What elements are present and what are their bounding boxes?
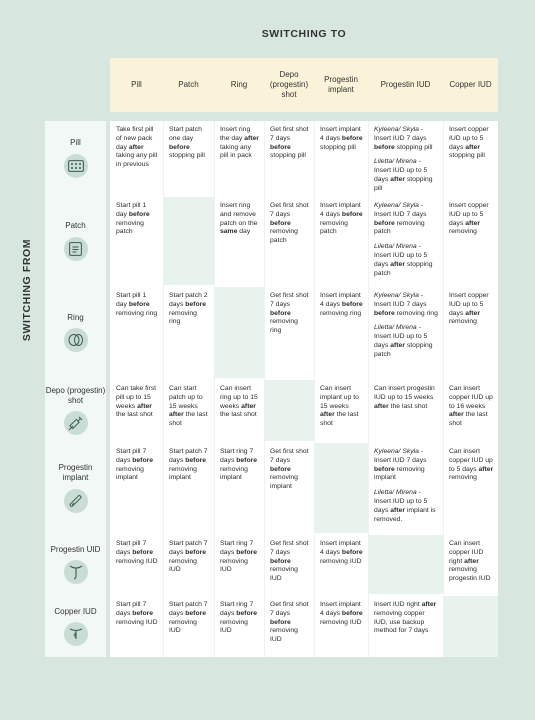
row-header-label: Progestin implant xyxy=(58,463,93,482)
row-header-label: Patch xyxy=(65,221,86,231)
column-divider xyxy=(214,121,215,657)
instruction-cell: Get first shot 7 days before stopping pill xyxy=(270,126,309,160)
ring-icon xyxy=(64,328,88,352)
instruction-cell: Insert implant 4 days before removing patch xyxy=(320,202,363,236)
column-header-progestin-implant: Progestin implant xyxy=(324,75,358,94)
row-header-label: Pill xyxy=(70,138,81,148)
syringe-icon xyxy=(64,411,88,435)
instruction-cell: Insert implant 4 days before removing IUD xyxy=(320,540,363,565)
row-header-label: Copper IUD xyxy=(54,606,97,616)
blank-cell xyxy=(214,287,264,378)
instruction-cell: Kyleena/ Skyla - Insert IUD 7 days before stopping pill Liletta/ Mirena - Insert IUD up to 5 days after stopping pill xyxy=(374,126,433,192)
column-header-ring: Ring xyxy=(230,80,248,89)
instruction-cell: Start pill 1 day before removing ring xyxy=(116,292,158,317)
instruction-cell: Can insert copper IUD right after removing progestin IUD xyxy=(449,540,491,583)
column-header-progestin-iud: Progestin IUD xyxy=(380,80,431,89)
instruction-cell: Start patch 2 days before removing ring xyxy=(169,292,208,326)
instruction-cell: Insert ring the day after taking any pill in pack xyxy=(220,126,259,160)
row-header-patch xyxy=(45,197,106,285)
row-header-label: Ring xyxy=(67,312,84,322)
row-header-depo-progestin-shot xyxy=(45,380,106,441)
switching-to-title: SWITCHING TO xyxy=(261,28,347,40)
instruction-cell: Can insert ring up to 15 weeks after the last shot xyxy=(220,385,258,419)
instruction-cell: Kyleena/ Skyla - Insert IUD 7 days before removing implant Liletta/ Mirena - Insert IUD up to 5 days after implant is removed. xyxy=(374,448,436,523)
column-header-patch: Patch xyxy=(178,80,199,89)
instruction-cell: Kyleena/ Skyla - Insert IUD 7 days before removing patch Liletta/ Mirena - Insert IUD up to 5 days after stopping patch xyxy=(374,202,433,277)
instruction-cell: Can insert copper IUD up to 16 weeks after the last shot xyxy=(449,385,493,428)
instruction-cell: Get first shot 7 days before removing patch xyxy=(270,202,309,245)
switching-grid xyxy=(110,121,498,657)
instruction-cell: Start patch 7 days before removing IUD xyxy=(169,540,208,574)
instruction-cell: Start pill 1 day before removing patch xyxy=(116,202,150,236)
implant-icon xyxy=(64,489,88,513)
instruction-cell: Insert ring and remove patch on the same day xyxy=(220,202,258,236)
instruction-cell: Insert IUD right after removing copper IUD, use backup method for 7 days xyxy=(374,601,437,635)
row-header-progestin-implant xyxy=(45,443,106,533)
row-header-label: Progestin UID xyxy=(50,544,101,554)
blank-cell xyxy=(443,596,498,657)
instruction-cell: Get first shot 7 days before removing implant xyxy=(270,448,309,491)
switching-from-title: SWITCHING FROM xyxy=(21,238,33,342)
instruction-cell: Start pill 7 days before removing IUD xyxy=(116,601,158,626)
column-header-depo-progestin-shot: Depo (progestin) shot xyxy=(269,70,309,99)
instruction-cell: Start patch one day before stopping pill xyxy=(169,126,205,160)
instruction-cell: Insert implant 4 days before stopping pill xyxy=(320,126,363,151)
instruction-cell: Get first shot 7 days before removing IUD xyxy=(270,601,309,644)
blank-cell xyxy=(163,197,214,285)
instruction-cell: Insert implant 4 days before removing ring xyxy=(320,292,363,317)
copper-iud-icon xyxy=(64,622,88,646)
instruction-cell: Can take first pill up to 15 weeks after the last shot xyxy=(116,385,157,419)
column-divider xyxy=(163,121,164,657)
instruction-cell: Take first pill of new pack day after taking any pill in previous xyxy=(116,126,158,169)
instruction-cell: Kyleena/ Skyla - Insert IUD 7 days before removing ring Liletta/ Mirena - Insert IUD up to 5 days after stopping patch xyxy=(374,292,438,358)
row-header-column xyxy=(45,121,106,657)
patch-icon xyxy=(64,237,88,261)
instruction-cell: Can insert progestin IUD up to 15 weeks after the last shot xyxy=(374,385,435,410)
blank-cell xyxy=(264,380,314,441)
row-header-progestin-uid xyxy=(45,535,106,594)
pill-pack-icon xyxy=(64,154,88,178)
column-divider xyxy=(314,121,315,657)
instruction-cell: Start patch 7 days before removing implant xyxy=(169,448,208,482)
instruction-cell: Insert copper IUD up to 5 days after removing xyxy=(449,202,489,236)
column-header-copper-iud: Copper IUD xyxy=(449,80,492,89)
column-header-pill: Pill xyxy=(131,80,142,89)
column-header-row xyxy=(110,58,498,112)
instruction-cell: Get first shot 7 days before removing IUD xyxy=(270,540,309,583)
instruction-cell: Insert implant 4 days before removing IUD xyxy=(320,601,363,626)
instruction-cell: Get first shot 7 days before removing ring xyxy=(270,292,309,335)
instruction-cell: Can insert copper IUD up to 5 days after removing xyxy=(449,448,494,482)
instruction-cell: Start ring 7 days before removing IUD xyxy=(220,540,258,574)
column-divider xyxy=(443,121,444,657)
blank-cell xyxy=(368,535,443,594)
instruction-cell: Insert copper IUD up to 5 days after stopping pill xyxy=(449,126,489,160)
blank-cell xyxy=(314,443,368,533)
instruction-cell: Start ring 7 days before removing IUD xyxy=(220,601,258,635)
instruction-cell: Start pill 7 days before removing IUD xyxy=(116,540,158,565)
instruction-cell: Can insert implant up to 15 weeks after the last shot xyxy=(320,385,359,428)
row-header-ring xyxy=(45,287,106,378)
instruction-cell: Start patch 7 days before removing IUD xyxy=(169,601,208,635)
column-divider xyxy=(264,121,265,657)
instruction-cell: Can start patch up to 15 weeks after the last shot xyxy=(169,385,208,428)
iud-icon xyxy=(64,560,88,584)
row-header-label: Depo (progestin) shot xyxy=(45,385,106,405)
column-divider xyxy=(368,121,369,657)
instruction-cell: Start ring 7 days before removing implant xyxy=(220,448,258,482)
row-header-pill xyxy=(45,121,106,195)
instruction-cell: Start pill 7 days before removing implant xyxy=(116,448,154,482)
instruction-cell: Insert copper IUD up to 5 days after removing xyxy=(449,292,489,326)
row-header-copper-iud xyxy=(45,596,106,657)
